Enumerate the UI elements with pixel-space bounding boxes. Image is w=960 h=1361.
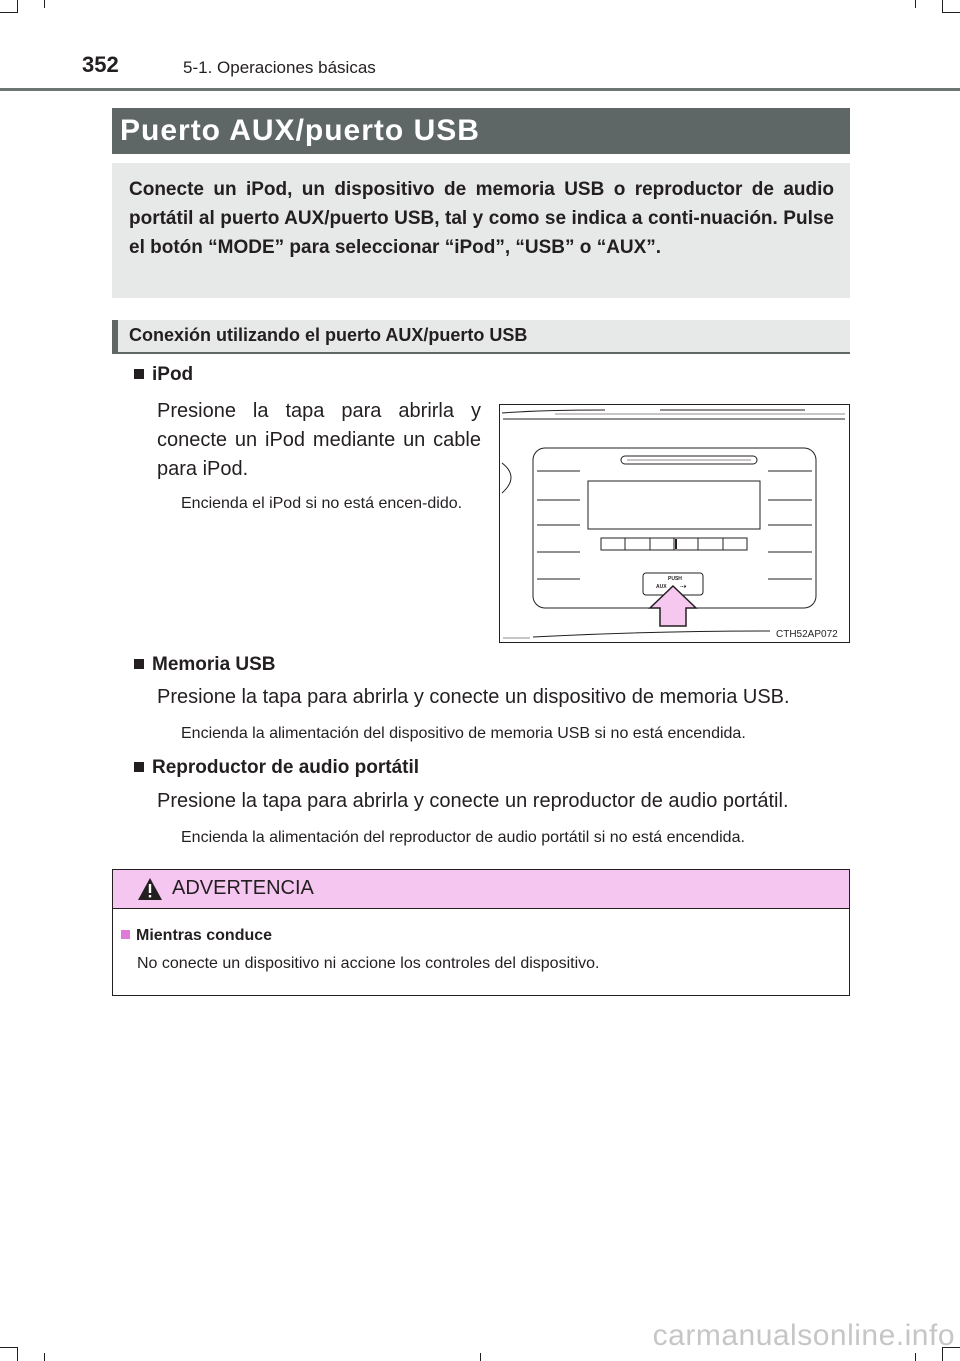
header-divider (0, 88, 960, 91)
intro-box: Conecte un iPod, un dispositivo de memoria USB o reproductor de audio portátil al puerto AUX/puerto USB, tal y como se indica a conti-nuación. Pulse el botón “MODE” para seleccionar “iPod”, “USB” o “AUX”. (112, 163, 850, 298)
crop-mark (0, 12, 18, 13)
crop-mark (17, 1347, 18, 1361)
warning-triangle-icon (137, 877, 163, 901)
item-heading-text: Reproductor de audio portátil (152, 757, 420, 778)
warning-label: ADVERTENCIA (172, 877, 314, 899)
usb-symbol: ⇢ (680, 582, 687, 591)
crop-mark (44, 0, 45, 8)
item-heading-usb (134, 654, 276, 676)
crop-mark (17, 0, 18, 13)
item-heading-ipod (134, 364, 193, 386)
warning-header (113, 870, 849, 909)
audio-unit-illustration (500, 405, 849, 642)
audio-unit-figure (499, 404, 850, 643)
figure-code: CTH52AP072 (776, 629, 838, 640)
item-text-ipod: Presione la tapa para abrirla y conecte un iPod mediante un cable para iPod. (157, 400, 481, 480)
crop-mark (480, 1353, 481, 1361)
crop-mark (942, 12, 960, 13)
item-heading-portable (134, 757, 419, 779)
aux-label: AUX (656, 584, 667, 590)
crop-mark (0, 1347, 18, 1348)
crop-mark (44, 1353, 45, 1361)
page-title: Puerto AUX/puerto USB (112, 108, 850, 154)
warning-subheading (121, 927, 272, 945)
warning-subheading-text: Mientras conduce (136, 927, 273, 944)
crop-mark (942, 0, 943, 13)
square-bullet-icon (121, 930, 130, 939)
watermark: carmanualsonline.info (652, 1319, 955, 1352)
crop-mark (915, 1353, 916, 1361)
item-note-ipod: Encienda el iPod si no está encen-dido. (181, 495, 463, 512)
square-bullet-icon (134, 659, 144, 669)
crop-mark (915, 0, 916, 8)
warning-text: No conecte un dispositivo ni accione los controles del dispositivo. (137, 955, 600, 972)
push-arrow-icon (650, 586, 696, 626)
push-label: PUSH (668, 576, 682, 582)
square-bullet-icon (134, 762, 144, 772)
item-note-portable: Encienda la alimentación del reproductor de audio portátil si no está encendida. (181, 829, 745, 846)
item-heading-text: iPod (152, 364, 194, 385)
page-number: 352 (82, 52, 119, 77)
item-text-usb: Presione la tapa para abrirla y conecte un dispositivo de memoria USB. (157, 686, 790, 708)
item-heading-text: Memoria USB (152, 654, 276, 675)
warning-box (112, 869, 850, 996)
subsection-heading: Conexión utilizando el puerto AUX/puerto USB (112, 320, 850, 354)
item-text-portable: Presione la tapa para abrirla y conecte un reproductor de audio portátil. (157, 790, 789, 812)
square-bullet-icon (134, 369, 144, 379)
item-note-usb: Encienda la alimentación del dispositivo de memoria USB si no está encendida. (181, 725, 746, 742)
section-label: 5-1. Operaciones básicas (183, 58, 376, 77)
